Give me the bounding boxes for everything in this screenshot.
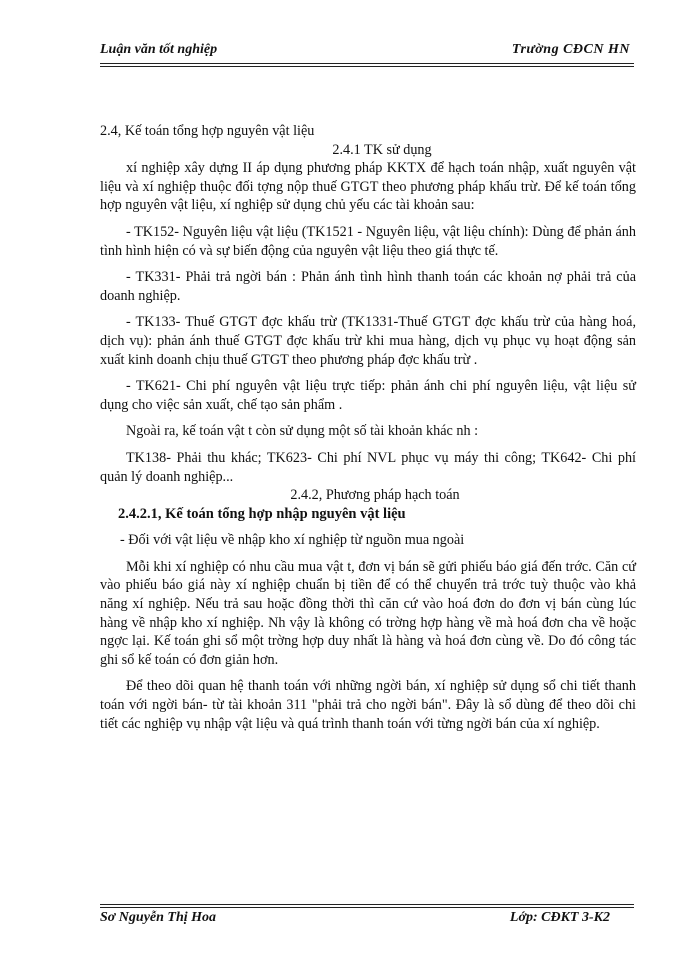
footer-author-label: Sơ Nguyễn Thị Hoa — [100, 910, 217, 925]
footer-class-label: Lớp: CĐKT 3-K2 — [509, 910, 610, 925]
paragraph-intro: xí nghiệp xây dựng II áp dụng phương pháp KKTX để hạch toán nhập, xuất nguyên vật liệu và xí nghiệp thuộc đối tợng nộp thuế GTGT theo phương pháp khấu trừ. Để kế toán tổng hợp nguyên vật liệu, xí nghiệp sử dụng chủ yếu các tài khoản sau: — [100, 160, 636, 214]
paragraph-other-accounts: Ngoài ra, kế toán vật t còn sử dụng một số tài khoản khác nh : — [126, 423, 479, 440]
header-school-label: Trường CĐCN HN — [511, 42, 630, 57]
page-header — [100, 42, 630, 64]
paragraph-supplier-ledger: Để theo dõi quan hệ thanh toán với những ngời bán, xí nghiệp sử dụng sổ chi tiết thanh toán với ngời bán- từ tài khoản 311 "phải trả cho ngời bán". Đây là sổ dùng để theo dõi chi tiết các nghiệp vụ nhập vật liệu và quá trình thanh toán với từng ngời bán của xí nghiệp. — [100, 678, 636, 732]
subsection-2-4-2-title: 2.4.2, Phương pháp hạch toán — [290, 487, 460, 504]
sub-heading-purchase: - Đối với vật liệu về nhập kho xí nghiệp từ nguồn mua ngoài — [120, 532, 465, 549]
paragraph-other-accounts-list: TK138- Phải thu khác; TK623- Chi phí NVL phục vụ máy thi công; TK642- Chi phí quản lý doanh nghiệp... — [100, 449, 636, 485]
footer-rule-thin — [100, 907, 634, 908]
account-item-tk621: - TK621- Chi phí nguyên vật liệu trực tiếp: phản ánh chi phí nguyên liệu, vật liệu sử dụng cho việc sản xuất, chế tạo sản phẩm . — [100, 378, 636, 413]
header-thesis-label: Luận văn tốt nghiệp — [100, 42, 218, 57]
document-body — [100, 122, 636, 733]
account-item-tk152: - TK152- Nguyên liệu vật liệu (TK1521 - Nguyên liệu, vật liệu chính): Dùng để phản ánh tình hình hiện có và sự biến động của nguyên vật liệu theo giá thực tế. — [100, 223, 636, 259]
account-item-tk133: - TK133- Thuế GTGT đợc khấu trừ (TK1331-Thuế GTGT đợc khấu trừ của hàng hoá, dịch vụ): phản ánh thuế GTGT đợc khấu trừ khi mua hàng, dịch vụ phục vụ hoạt động sản xuất kinh doanh chịu thuế GTGT theo phương pháp đợc khấu trừ . — [100, 314, 636, 368]
header-rule-thin — [100, 66, 634, 67]
header-rule — [100, 63, 634, 64]
subsection-2-4-1-title: 2.4.1 TK sử dụng — [332, 141, 432, 158]
paragraph-purchase-process: Mỗi khi xí nghiệp có nhu cầu mua vật t, đơn vị bán sẽ gửi phiếu báo giá đến trớc. Căn cứ vào phiếu báo giá này xí nghiệp chuẩn bị tiền để có thể chuyển trả trớc tuỳ thuộc vào khả năng xí nghiệp. Nếu trả sau hoặc đồng thời thì căn cứ vào hoá đơn do đơn vị bán cùng lúc hàng về nhập kho xí nghiệp. Nh vậy là không có trờng hợp hàng về mà hoá đơn cha về hoặc ngợc lại. Kế toán ghi sổ một trờng hợp duy nhất là hàng và hoá đơn cùng về. Do đó công tác ghi sổ kế toán có đơn giản hơn. — [100, 558, 636, 668]
account-item-tk331: - TK331- Phải trả ngời bán : Phản ánh tình hình thanh toán các khoản nợ phải trả của doanh nghiệp. — [100, 269, 636, 304]
subsection-2-4-2-1-title: 2.4.2.1, Kế toán tổng hợp nhập nguyên vật liệu — [118, 505, 406, 522]
footer-rule — [100, 904, 634, 905]
section-title: 2.4, Kế toán tổng hợp nguyên vật liệu — [100, 123, 315, 139]
page-footer — [100, 910, 610, 932]
